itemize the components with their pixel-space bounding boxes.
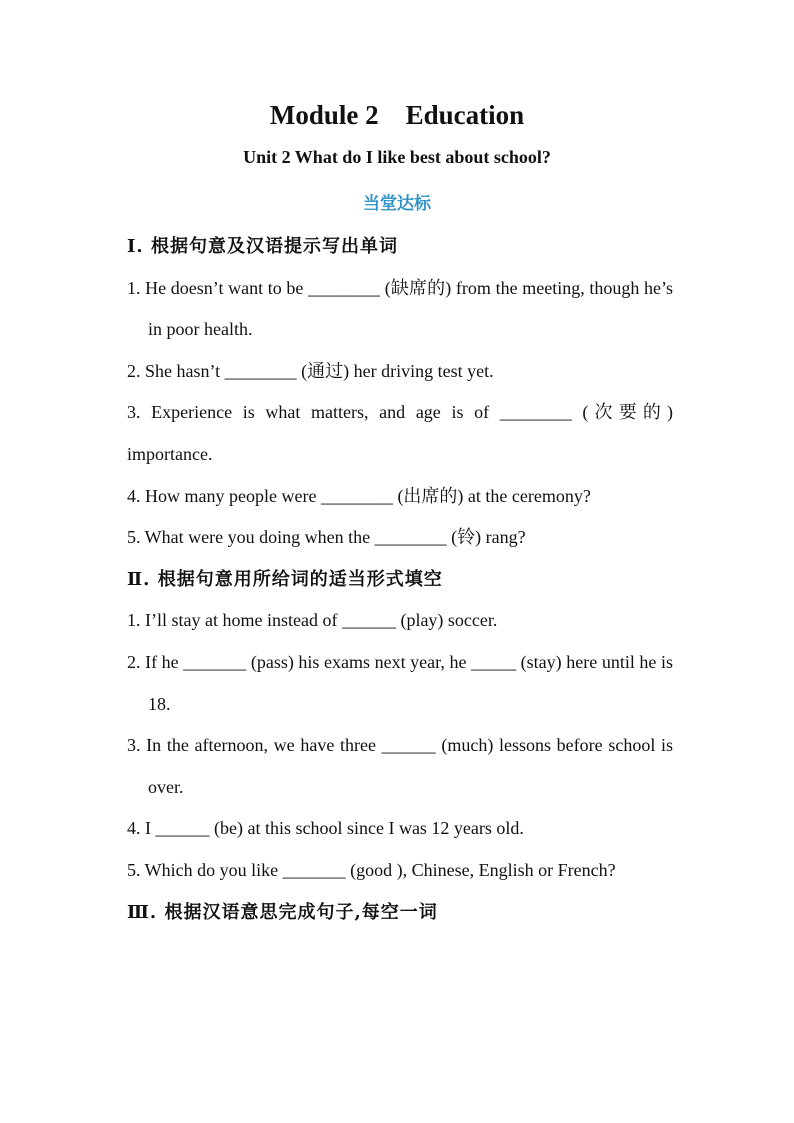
exercise-item: 4. I ______ (be) at this school since I was 12 years old.: [127, 818, 524, 839]
section-1-heading: Ⅰ. 根据句意及汉语提示写出单词: [127, 236, 398, 257]
page-title: Module 2 Education: [269, 100, 525, 130]
exercise-item: 3. Experience is what matters, and age is of ________ (次要的) importance.: [127, 402, 673, 464]
exercise-item: 5. Which do you like _______ (good ), Chinese, English or French?: [127, 859, 616, 880]
section-tag: 当堂达标: [363, 194, 431, 214]
section-3-heading: Ⅲ. 根据汉语意思完成句子,每空一词: [127, 901, 438, 923]
worksheet-content: [127, 226, 673, 933]
exercise-item: 1. I’ll stay at home instead of ______ (play) soccer.: [127, 610, 498, 631]
section-2-heading: Ⅱ. 根据句意用所给词的适当形式填空: [127, 568, 443, 590]
exercise-item: 4. How many people were ________ (出席的) at the ceremony?: [127, 485, 591, 506]
page-subtitle: Unit 2 What do I like best about school?: [243, 147, 551, 167]
exercise-item: 2. If he _______ (pass) his exams next year, he _____ (stay) here until he is 18.: [127, 651, 673, 714]
exercise-item: 3. In the afternoon, we have three ______ (much) lessons before school is over.: [127, 735, 673, 797]
exercise-item: 5. What were you doing when the ________ (铃) rang?: [127, 527, 526, 548]
exercise-item: 1. He doesn’t want to be ________ (缺席的) from the meeting, though he’s in poor health.: [127, 277, 673, 340]
exercise-item: 2. She hasn’t ________ (通过) her driving test yet.: [127, 360, 494, 381]
